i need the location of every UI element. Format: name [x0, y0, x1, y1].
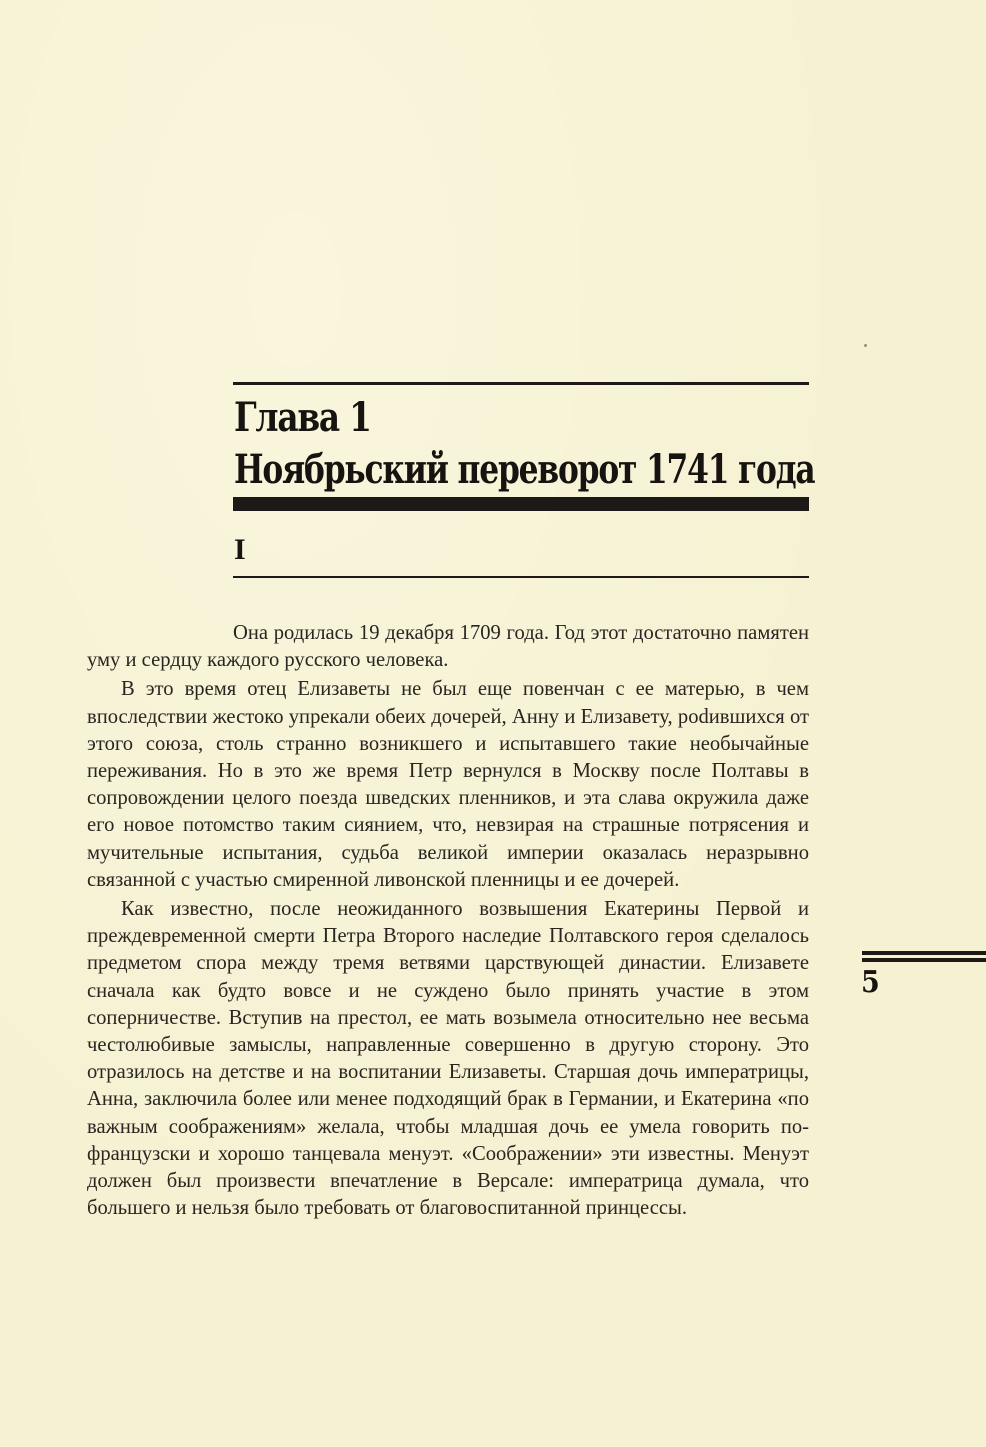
- section-number: I: [234, 533, 246, 566]
- paragraph-2: В это время отец Елизаветы не был еще повенчан с ее матерью, в чем впоследствии жестоко упрекали обеих дочерей, Анну и Елизавету, роdившихся от этого союза, столь странно возникшего и испытавшего такие необычайные переживания. Но в это же время Петр вернулся в Москву после Полтавы в сопровождении целого поезда шведских пленников, и эта слава окружила даже его новое потомство таким сиянием, что, невзирая на страшные потрясения и мучительные испытания, судьба великой империи оказалась неразрывно связанной с участью смиренной ливонской пленницы и ее дочерей.: [87, 678, 809, 891]
- page-number: 5: [861, 965, 880, 1000]
- chapter-rule-thick: [233, 497, 809, 511]
- chapter-title: Ноябрьский переворот 1741 года: [234, 446, 815, 493]
- section-rule-bottom: [233, 576, 809, 578]
- body-text: [87, 620, 809, 1224]
- paper-speck: [864, 344, 867, 347]
- chapter-label: Глава 1: [234, 394, 371, 441]
- paragraph-1: Она родилась 19 декабря 1709 года. Год этот достаточно памятен уму и сердцу каждого русского человека.: [87, 622, 809, 672]
- chapter-rule-top: [233, 382, 809, 385]
- page-number-rule-bottom: [862, 958, 986, 962]
- paragraph-3: Как известно, после неожиданного возвышения Екатерины Первой и преждевременной смерти Петра Второго наследие Полтавского героя сделалось предметом спора между тремя ветвями царствующей династии. Елизавете сначала как будто вовсе и не суждено было принять участие в этом соперничестве. Вступив на престол, ее мать возымела относительно нее весьма честолюбивые замыслы, направленные совершенно в другую сторону. Это отразилось на детстве и на воспитании Елизаветы. Старшая дочь императрицы, Анна, заключила более или менее подходящий брак в Германии, и Екатерина «по важным соображениям» желала, чтобы младшая дочь ее умела говорить по-французски и хорошо танцевала менуэт. «Соображении» эти известны. Менуэт должен был произвести впечатление в Версале: императрица думала, что большего и нельзя было требовать от благовоспитанной принцессы.: [87, 898, 809, 1220]
- page-number-rule-top: [862, 951, 986, 955]
